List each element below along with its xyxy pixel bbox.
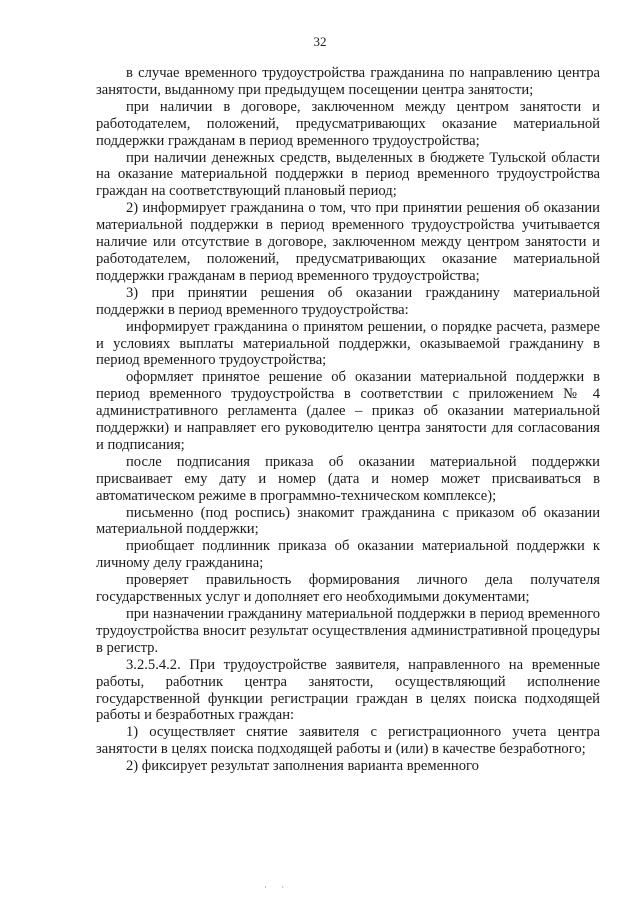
paragraph-8: после подписания приказа об оказании материальной поддержки присваивает ему дату и номер (дата и номер может присваиваться в автоматическом режиме в программно-техническом комплексе);: [96, 453, 600, 504]
paragraph-7: оформляет принятое решение об оказании материальной поддержки в период временного трудоустройства в соответствии с приложением № 4 административного регламента (далее – приказ об оказании материальной поддержки) и направляет его руководителю центра занятости для согласования и подписания;: [96, 369, 600, 453]
paragraph-6: информирует гражданина о принятом решении, о порядке расчета, размере и условиях выплаты материальной поддержки, оказываемой гражданину в период временного трудоустройства;: [96, 318, 600, 369]
paragraph-13: 3.2.5.4.2. При трудоустройстве заявителя, направленного на временные работы, работник центра занятости, осуществляющий исполнение государственной функции регистрации граждан в целях поиска подходящей работы и безработных граждан:: [96, 656, 600, 724]
paragraph-1: в случае временного трудоустройства гражданина по направлению центра занятости, выданному при предыдущем посещении центра занятости;: [96, 65, 600, 98]
paragraph-3: при наличии денежных средств, выделенных в бюджете Тульской области на оказание материальной поддержки в период временного трудоустройства граждан на соответствующий плановый период;: [96, 149, 600, 200]
paragraph-2: при наличии в договоре, заключенном между центром занятости и работодателем, положений, предусматривающих оказание материальной поддержки гражданам в период временного трудоустройства;: [96, 98, 600, 149]
paragraph-14: 1) осуществляет снятие заявителя с регистрационного учета центра занятости в целях поиска подходящей работы и (или) в качестве безработного;: [96, 724, 600, 758]
paragraph-11: проверяет правильность формирования личного дела получателя государственных услуг и дополняет его необходимыми документами;: [96, 572, 600, 606]
paragraph-4: 2) информирует гражданина о том, что при принятии решения об оказании материальной поддержки в период временного трудоустройства учитывается наличие или отсутствие в договоре, заключенном между центром занятости и работодателем, положений, предусматривающих оказание материальной поддержки гражданам в период временного трудоустройства;: [96, 200, 600, 284]
paragraph-15: 2) фиксирует результат заполнения варианта временного: [126, 758, 479, 775]
paragraph-12: при назначении гражданину материальной поддержки в период временного трудоустройства вносит результат осуществления административной процедуры в регистр.: [96, 606, 600, 656]
page-number: 32: [313, 34, 327, 49]
scan-artifact: · ·: [264, 882, 291, 892]
paragraph-9: письменно (под роспись) знакомит гражданина с приказом об оказании материальной поддержки;: [96, 504, 600, 538]
document-body: [96, 65, 600, 775]
paragraph-5: 3) при принятии решения об оказании гражданину материальной поддержки в период временного трудоустройства:: [96, 284, 600, 318]
paragraph-10: приобщает подлинник приказа об оказании материальной поддержки к личному делу гражданина;: [96, 538, 600, 572]
